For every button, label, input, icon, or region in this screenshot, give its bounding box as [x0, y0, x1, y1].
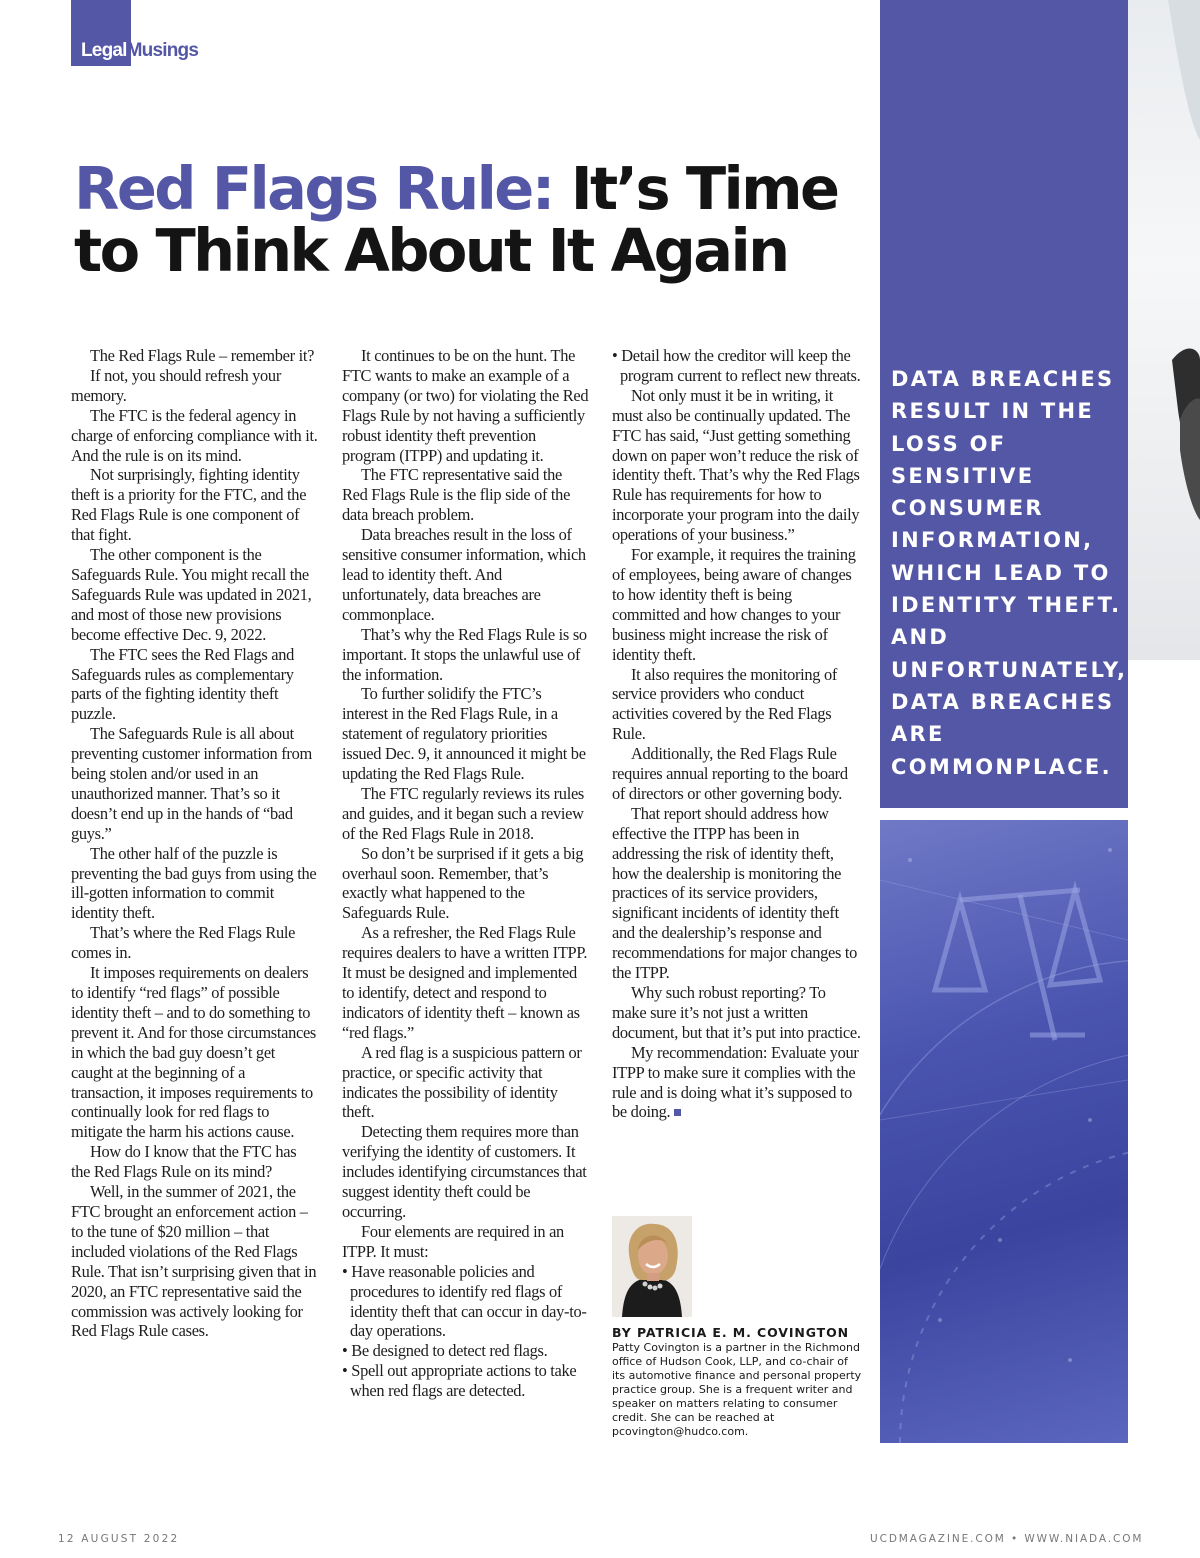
paragraph-text: The FTC sees the Red Flags and Safeguards rules as complementary parts of the fighting identity theft puzzle. — [71, 644, 295, 724]
article-paragraph — [71, 406, 319, 466]
section-tag-word-musings: Musings — [126, 40, 199, 61]
article-title — [74, 154, 874, 285]
paragraph-text: Detecting them requires more than verifying the identity of customers. It includes identifying circumstances that suggest identity theft could be occurring. — [342, 1122, 587, 1221]
paragraph-text: That’s why the Red Flags Rule is so important. It stops the unlawful use of the information. — [342, 624, 587, 684]
end-of-article-marker — [674, 1109, 681, 1116]
article-column-3 — [612, 346, 862, 1122]
paragraph-text: If not, you should refresh your memory. — [71, 365, 281, 405]
article-title-highlight: Red Flags Rule: — [74, 154, 553, 223]
paragraph-text: Four elements are required in an ITPP. It must: — [342, 1221, 564, 1261]
paragraph-text: Additionally, the Red Flags Rule requires annual reporting to the board of directors or other governing body. — [612, 744, 848, 803]
paragraph-text: That report should address how effective the ITPP has been in addressing the risk of identity theft, how the dealership is monitoring the practices of its service providers, significant incidents of identity theft and the dealership’s response and recommendations for major changes to the ITPP. — [612, 803, 857, 983]
paragraph-text: For example, it requires the training of employees, being aware of changes to how identity theft is being committed and how changes to your business might increase the risk of identity theft. — [612, 545, 856, 664]
paragraph-text: Why such robust reporting? To make sure it’s not just a written document, but that it’s put into practice. — [612, 983, 861, 1042]
article-paragraph — [342, 625, 590, 685]
article-paragraph — [71, 545, 319, 645]
article-paragraph — [71, 963, 319, 1142]
article-paragraph — [71, 366, 319, 406]
car-edge-illustration — [1128, 0, 1200, 660]
article-paragraph — [612, 545, 862, 664]
article-paragraph — [71, 465, 319, 545]
article-paragraph — [342, 784, 590, 844]
author-bio: Patty Covington is a partner in the Richmond office of Hudson Cook, LLP, and co-chair of its automotive finance and personal property practice group. She is a frequent writer and speaker on matters relating to consumer credit. She can be reached at pcovington@hudco.com. — [612, 1341, 862, 1438]
paragraph-text: Data breaches result in the loss of sensitive consumer information, which lead to identity theft. And unfortunately, data breaches are commonplace. — [342, 525, 586, 624]
article-paragraph — [71, 844, 319, 924]
article-paragraph — [342, 346, 590, 465]
paragraph-text: The FTC is the federal agency in charge of enforcing compliance with it. And the rule is on its mind. — [71, 405, 318, 465]
paragraph-text: Not surprisingly, fighting identity theft is a priority for the FTC, and the Red Flags Rule is one component of that fight. — [71, 465, 307, 545]
paragraph-text: Well, in the summer of 2021, the FTC brought an enforcement action – to the tune of $20 million – that included violations of the Red Flags Rule. That isn’t surprising given that in 2020, an FTC representative said the commission was actively looking for Red Flags Rule cases. — [71, 1182, 317, 1341]
scales-of-justice-icon — [880, 820, 1128, 1443]
bullet-item — [612, 346, 862, 386]
paragraph-text: Have reasonable policies and procedures to identify red flags of identity theft that can occur in day-to-day operations. — [350, 1261, 587, 1341]
page-footer-right: UCDMAGAZINE.COM • WWW.NIADA.COM — [870, 1533, 1144, 1545]
article-paragraph — [71, 724, 319, 843]
paragraph-text: As a refresher, the Red Flags Rule requires dealers to have a written ITPP. It must be designed and implemented to identify, detect and respond to indicators of identity theft – known as “red flags.” — [342, 923, 588, 1042]
article-paragraph — [342, 525, 590, 625]
article-paragraph — [612, 983, 862, 1043]
article-paragraph — [71, 1142, 319, 1182]
paragraph-text: It also requires the monitoring of service providers who conduct activities covered by the Red Flags Rule. — [612, 664, 838, 744]
paragraph-text: Be designed to detect red flags. — [351, 1341, 548, 1361]
author-portrait-illustration — [612, 1216, 692, 1317]
article-paragraph — [71, 923, 319, 963]
article-paragraph — [612, 386, 862, 545]
bullet-item — [342, 1262, 590, 1342]
paragraph-text: It continues to be on the hunt. The FTC wants to make an example of a company (or two) for violating the Red Flags Rule by not having a sufficiently robust identity theft prevention program (ITPP) and updating it. — [342, 346, 589, 465]
article-paragraph — [71, 346, 319, 366]
article-paragraph — [612, 744, 862, 804]
paragraph-text: Detail how the creditor will keep the program current to reflect new threats. — [620, 346, 861, 385]
paragraph-text: My recommendation: Evaluate your ITPP to make sure it complies with the rule and is doing what it’s supposed to be doing. — [612, 1042, 859, 1122]
edge-photo-strip — [1128, 0, 1200, 660]
paragraph-text: The Red Flags Rule – remember it? — [90, 346, 315, 365]
paragraph-text: That’s where the Red Flags Rule comes in. — [71, 923, 296, 963]
paragraph-text: Spell out appropriate actions to take when red flags are detected. — [350, 1361, 577, 1401]
paragraph-text: The Safeguards Rule is all about preventing customer information from being stolen and/or used in an unauthorized manner. That’s so it doesn’t end up in the hands of “bad guys.” — [71, 724, 312, 843]
author-photo — [612, 1216, 692, 1317]
paragraph-text: So don’t be surprised if it gets a big overhaul soon. Remember, that’s exactly what happened to the Safeguards Rule. — [342, 843, 584, 923]
article-paragraph — [612, 1043, 862, 1123]
paragraph-text: How do I know that the FTC has the Red Flags Rule on its mind? — [71, 1142, 297, 1182]
justice-scales-image — [880, 820, 1128, 1443]
article-paragraph — [342, 465, 590, 525]
article-paragraph — [342, 1043, 590, 1123]
page-footer-left: 12 AUGUST 2022 — [58, 1533, 180, 1545]
section-tag-word-legal: Legal — [81, 40, 127, 61]
paragraph-text: A red flag is a suspicious pattern or practice, or specific activity that indicates the possibility of identity theft. — [342, 1042, 582, 1122]
paragraph-text: The other half of the puzzle is preventing the bad guys from using the ill-gotten information to commit identity theft. — [71, 843, 317, 923]
paragraph-text: To further solidify the FTC’s interest in the Red Flags Rule, in a statement of regulatory priorities issued Dec. 9, it announced it might be updating the Red Flags Rule. — [342, 684, 586, 784]
paragraph-text: The FTC regularly reviews its rules and guides, and it began such a review of the Red Flags Rule in 2018. — [342, 783, 585, 843]
article-title-rest: It’s Time to Think About It Again — [74, 154, 838, 285]
author-byline: BY PATRICIA E. M. COVINGTON — [612, 1325, 850, 1340]
paragraph-text: The other component is the Safeguards Rule. You might recall the Safeguards Rule was updated in 2021, and most of those new provisions become effective Dec. 9, 2022. — [71, 545, 312, 644]
pull-quote: DATA BREACHES RESULT IN THE LOSS OF SENSITIVE CONSUMER INFORMATION, WHICH LEAD TO IDENTITY THEFT. AND UNFORTUNATELY, DATA BREACHES ARE COMMONPLACE. — [891, 367, 1128, 779]
article-paragraph — [342, 1222, 590, 1262]
article-paragraph — [71, 645, 319, 725]
paragraph-text: The FTC representative said the Red Flags Rule is the flip side of the data breach problem. — [342, 465, 571, 525]
article-column-1 — [71, 346, 319, 1341]
article-column-2 — [342, 346, 590, 1401]
paragraph-text: Not only must it be in writing, it must also be continually updated. The FTC has said, “Just getting something down on paper won’t reduce the risk of identity theft. That’s why the Red Flags Rule has requirements for how to incorporate your program into the daily operations of your business.” — [612, 385, 860, 545]
paragraph-text: It imposes requirements on dealers to identify “red flags” of possible identity theft – and to do something to prevent it. And for those circumstances in which the bad guy doesn’t get caught at the beginning of a transaction, it imposes requirements to continually look for red flags to mitigate the harm his actions cause. — [71, 963, 317, 1142]
bullet-item — [342, 1361, 590, 1401]
section-tag — [81, 40, 198, 62]
article-paragraph — [342, 684, 590, 784]
article-paragraph — [71, 1182, 319, 1341]
article-paragraph — [612, 665, 862, 745]
article-paragraph — [342, 923, 590, 1042]
article-paragraph — [342, 1122, 590, 1222]
article-paragraph — [612, 804, 862, 983]
bullet-item — [342, 1341, 590, 1361]
article-paragraph — [342, 844, 590, 924]
